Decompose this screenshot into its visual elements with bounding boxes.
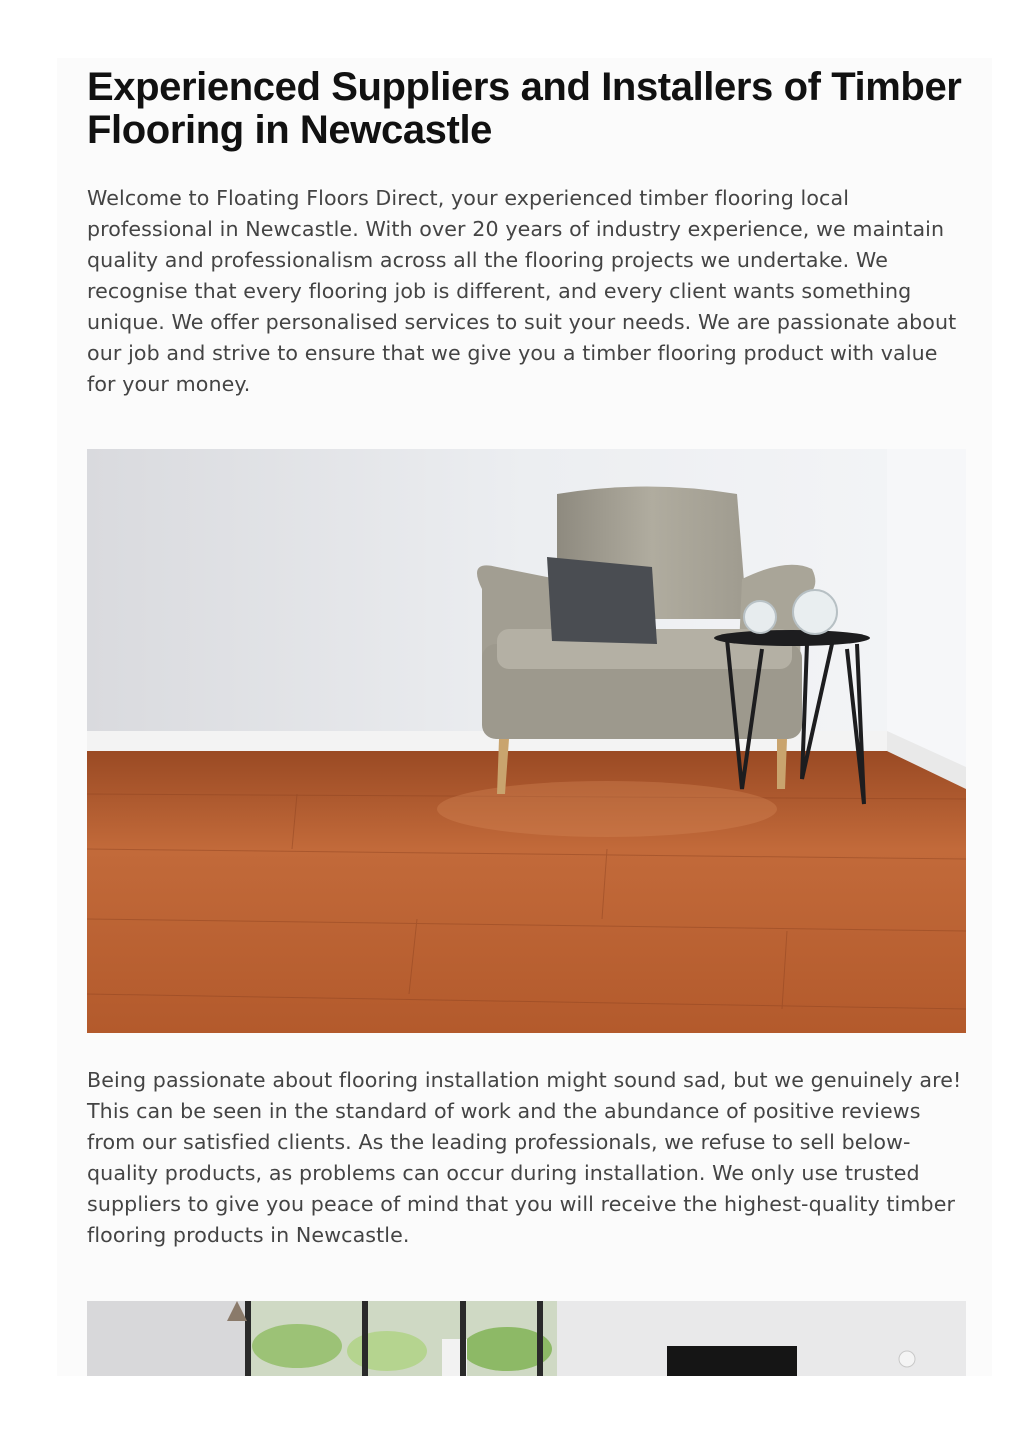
article-card	[57, 58, 992, 1376]
second-paragraph: Being passionate about flooring installation might sound sad, but we genuinely are! This can be seen in the standard of work and the abundance of positive reviews from our satisfied clients. As the leading professionals, we refuse to sell below-quality products, as problems can occur during installation. We only use trusted suppliers to give you peace of mind that you will receive the highest-quality timber flooring products in Newcastle.	[87, 1068, 962, 1247]
page-title: Experienced Suppliers and Installers of Timber Flooring in Newcastle	[87, 65, 962, 152]
living-room-photo	[87, 1301, 966, 1376]
intro-paragraph: Welcome to Floating Floors Direct, your experienced timber flooring local professional in Newcastle. With over 20 years of industry experience, we maintain quality and professionalism across all the flooring projects we undertake. We recognise that every flooring job is different, and every client wants something unique. We offer personalised services to suit your needs. We are passionate about our job and strive to ensure that we give you a timber flooring product with value for your money.	[87, 186, 957, 396]
armchair-floor-photo	[87, 449, 966, 1033]
